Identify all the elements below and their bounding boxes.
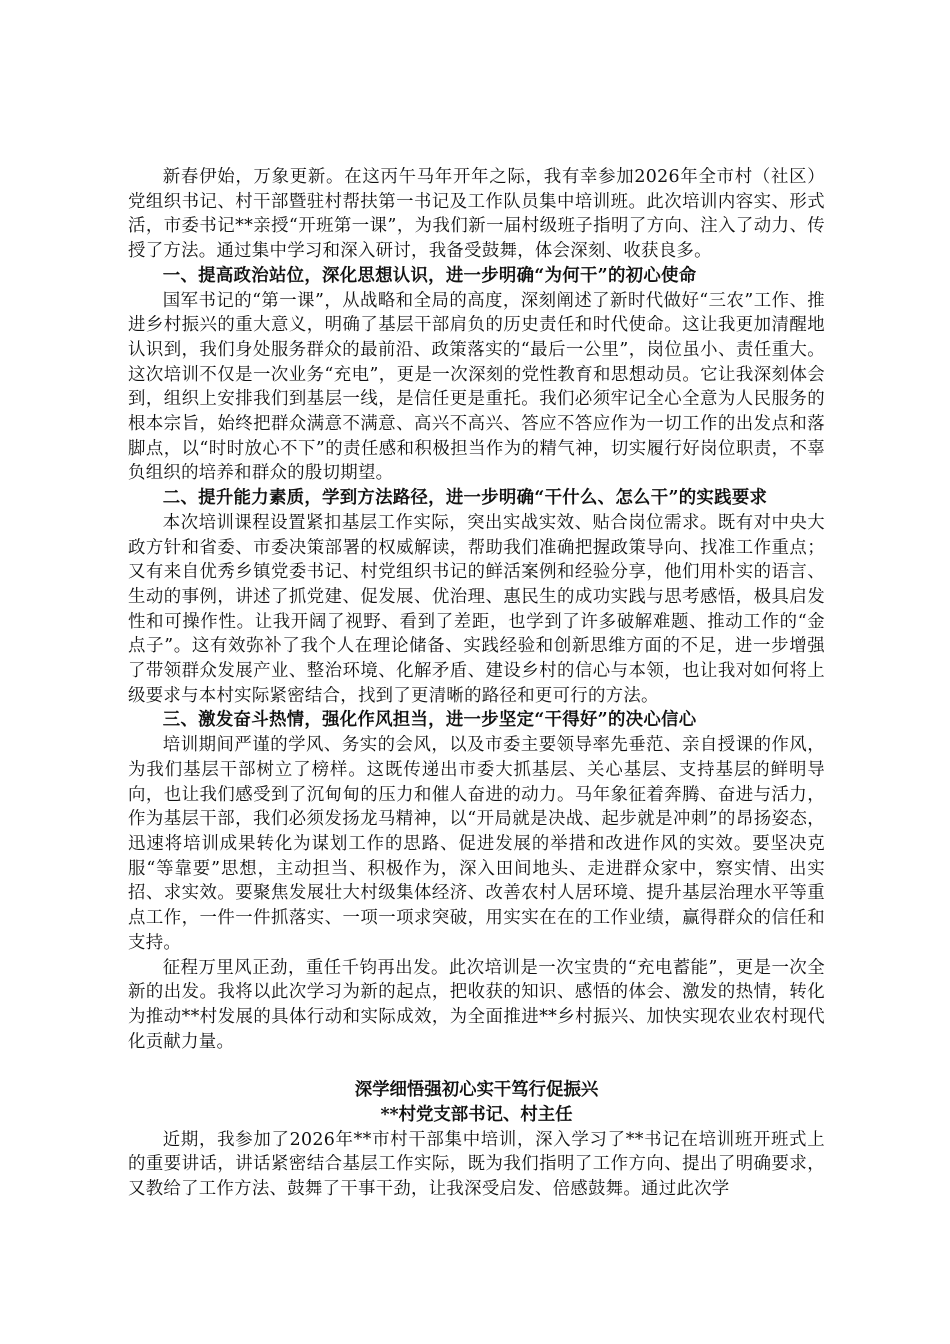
section-2-heading: 二、提升能力素质，学到方法路径，进一步明确“干什么、怎么干”的实践要求 bbox=[162, 488, 768, 509]
article2-intro: 近期，我参加了2026年**市村干部集中培训，深入学习了**书记在培训班开班式上的重要讲话，讲话紧密结合基层工作实际，既为我们指明了工作方向、提出了明确要求，又教给了工作方法、鼓舞了干事干劲，让我深受启发、倍感鼓舞。通过此次学 bbox=[128, 1129, 825, 1200]
document-page bbox=[128, 165, 825, 1202]
article2-byline: **村党支部书记、村主任 bbox=[380, 1105, 573, 1126]
article1-closing: 征程万里风正劲，重任千钧再出发。此次培训是一次宝贵的“充电蓄能”，更是一次全新的出发。我将以此次学习为新的起点，把收获的知识、感悟的体会、激发的热情，转化为推动**村发展的具体行动和实际成效，为全面推进**乡村振兴、加快实现农业农村现代化贡献力量。 bbox=[128, 957, 825, 1052]
section-3-body: 培训期间严谨的学风、务实的会风，以及市委主要领导率先垂范、亲自授课的作风，为我们基层干部树立了榜样。这既传递出市委大抓基层、关心基层、支持基层的鲜明导向，也让我们感受到了沉甸甸的压力和催人奋进的动力。马年象征着奔腾、奋进与活力，作为基层干部，我们必须发扬龙马精神，以“开局就是决战、起步就是冲刺”的昂扬姿态，迅速将培训成果转化为谋划工作的思路、促进发展的举措和改进作风的实效。要坚决克服“等靠要”思想，主动担当、积极作为，深入田间地头、走进群众家中，察实情、出实招、求实效。要聚焦发展壮大村级集体经济、改善农村人居环境、提升基层治理水平等重点工作，一件一件抓落实、一项一项求突破，用实实在在的工作业绩，赢得群众的信任和支持。 bbox=[128, 735, 825, 953]
section-1-body: 国军书记的“第一课”，从战略和全局的高度，深刻阐述了新时代做好“三农”工作、推进乡村振兴的重大意义，明确了基层干部肩负的历史责任和时代使命。这让我更加清醒地认识到，我们身处服务群众的最前沿、政策落实的“最后一公里”，岗位虽小、责任重大。这次培训不仅是一次业务“充电”，更是一次深刻的党性教育和思想动员。它让我深刻体会到，组织上安排我们到基层一线，是信任更是重托。我们必须牢记全心全意为人民服务的根本宗旨，始终把群众满意不满意、高兴不高兴、答应不答应作为一切工作的出发点和落脚点，以“时时放心不下”的责任感和积极担当作为的精气神，切实履行好岗位职责，不辜负组织的培养和群众的殷切期望。 bbox=[128, 290, 825, 484]
article-separator bbox=[128, 1054, 825, 1078]
section-3-heading: 三、激发奋斗热情，强化作风担当，进一步坚定“干得好”的决心信心 bbox=[162, 710, 697, 731]
article1-intro: 新春伊始，万象更新。在这丙午马年开年之际，我有幸参加2026年全市村（社区）党组织书记、村干部暨驻村帮扶第一书记及工作队员集中培训班。此次培训内容实、形式活，市委书记**亲授“开班第一课”，为我们新一届村级班子指明了方向、注入了动力、传授了方法。通过集中学习和深入研讨，我备受鼓舞，体会深刻、收获良多。 bbox=[128, 167, 825, 262]
article2-title: 深学细悟强初心实干笃行促振兴 bbox=[354, 1080, 599, 1101]
section-2-body: 本次培训课程设置紧扣基层工作实际，突出实战实效、贴合岗位需求。既有对中央大政方针和省委、市委决策部署的权威解读，帮助我们准确把握政策导向、找准工作重点；又有来自优秀乡镇党委书记、村党组织书记的鲜活案例和经验分享，他们用朴实的语言、生动的事例，讲述了抓党建、促发展、优治理、惠民生的成功实践与思考感悟，极具启发性和可操作性。让我开阔了视野、看到了差距，也学到了许多破解难题、推动工作的“金点子”。这有效弥补了我个人在理论储备、实践经验和创新思维方面的不足，进一步增强了带领群众发展产业、整治环境、化解矛盾、建设乡村的信心与本领，也让我对如何将上级要求与本村实际紧密结合，找到了更清晰的路径和更可行的方法。 bbox=[128, 512, 825, 706]
section-1-heading: 一、提高政治站位，深化思想认识，进一步明确“为何干”的初心使命 bbox=[162, 265, 697, 286]
